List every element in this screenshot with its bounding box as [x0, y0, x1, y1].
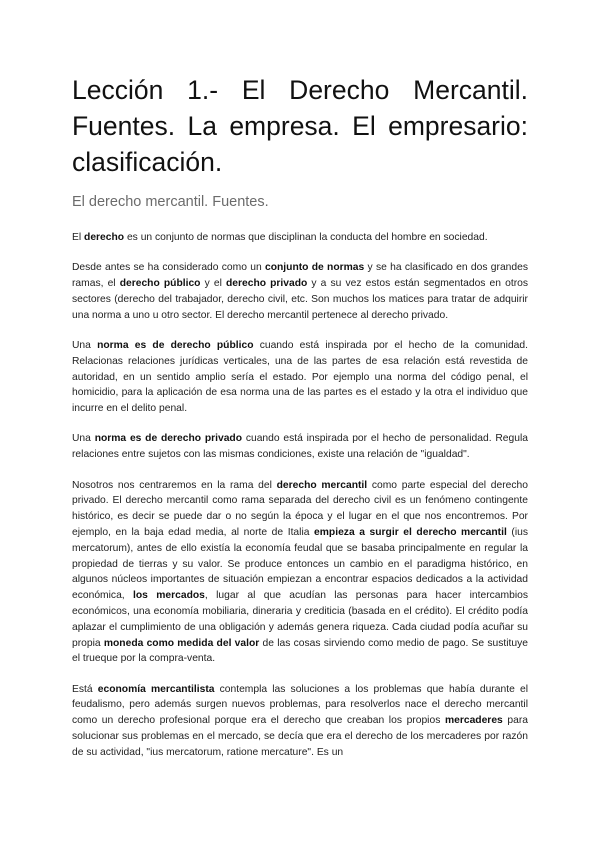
paragraph-text: y se ha clasificado en dos grandes ramas, el: [72, 262, 529, 290]
body-paragraph: [72, 230, 528, 246]
bold-term: norma es de derecho público: [97, 339, 254, 351]
paragraph-text: como parte especial del derecho privado. El derecho mercantil como rama separada del derecho civil es un fenómeno contingente histórico, es decir se puede dar o no según la época y el lugar en el que nos encontremos. Por ejemplo, en la baja edad media, al norte de Italia: [72, 479, 529, 538]
paragraph-text: cuando está inspirada por el hecho de la comunidad. Relacionas relaciones jurídicas verticales, una de las partes de esa relación está revestida de autoridad, en un sentido amplio sería el estado. Por ejemplo una norma del código penal, el homicidio, para la aplicación de esa norma una de las partes es el estado y la otra el individuo que incurre en el delito penal.: [72, 339, 528, 415]
body-paragraph: [72, 682, 528, 761]
paragraph-text: Desde antes se ha considerado como un: [72, 262, 265, 274]
paragraph-text: Una: [72, 433, 95, 445]
bold-term: moneda como medida del valor: [103, 637, 260, 649]
paragraph-text: Está: [72, 683, 98, 695]
bold-term: economía mercantilista: [97, 683, 215, 695]
document-body: [72, 230, 528, 775]
bold-term: derecho privado: [225, 278, 308, 290]
body-paragraph: [72, 338, 528, 417]
paragraph-text: El: [72, 232, 85, 243]
paragraph-text: y el: [200, 278, 226, 290]
paragraph-text: contempla las soluciones a los problemas que había durante el feudalismo, pero además surgen nuevos problemas, para resolverlos nace el derecho mercantil como un derecho profesional porque era el derecho que creaban los propios: [72, 683, 529, 727]
paragraph-text: Nosotros nos centraremos en la rama del: [72, 479, 277, 491]
paragraph-text: cuando está inspirada por el hecho de personalidad. Regula relaciones entre sujetos con las mismas condiciones, existe una relación de "igualdad".: [72, 433, 528, 461]
paragraph-text: y a su vez estos están segmentados en otros sectores (derecho del trabajador, derecho civil, etc. Son muchos los matices para tratar de adquirir una norma a uno u otro sector. El derecho mercantil pertenece al derecho privado.: [72, 278, 529, 321]
bold-term: derecho público: [119, 278, 201, 290]
bold-term: empieza a surgir el derecho mercantil: [314, 526, 507, 538]
paragraph-text: (ius mercatorum), antes de ello existía la economía feudal que se basaba principalmente en regular la propiedad de tierras y su valor. Se produce entonces un cambio en el paradigma histórico, en algunos núcleos importantes de situación empiezan a encontrar espacios dedicados a la actividad económica,: [72, 526, 529, 602]
bold-term: los mercados: [133, 590, 205, 602]
bold-term: derecho: [84, 232, 125, 243]
paragraph-text: de las cosas sirviendo como medio de pago. Se sustituye el trueque por la compra-venta.: [72, 637, 529, 665]
bold-term: mercaderes: [444, 715, 503, 727]
paragraph-text: , lugar al que acudían las personas para hacer intercambios económicos, una economía mobiliaria, dineraria y crediticia (basada en el crédito). El crédito podía aplazar el cumplimiento de una obligación y además genera riqueza. Cada ciudad podía acuñar su propia: [72, 590, 528, 649]
lesson-title: Lección 1.- El Derecho Mercantil. Fuentes. La empresa. El empresario: clasificación.: [72, 75, 528, 177]
section-subtitle: El derecho mercantil. Fuentes.: [72, 194, 269, 210]
bold-term: derecho mercantil: [276, 479, 368, 491]
bold-term: norma es de derecho privado: [94, 433, 243, 445]
paragraph-text: para solucionar sus problemas en el mercado, se decía que era el derecho de los mercaderes por razón de su actividad, "ius mercatorum, ratione mercature". Es un: [72, 715, 528, 758]
body-paragraph: [72, 431, 528, 463]
paragraph-text: es un conjunto de normas que disciplinan la conducta del hombre en sociedad.: [124, 232, 488, 243]
bold-term: conjunto de normas: [264, 262, 365, 274]
body-paragraph: [72, 260, 528, 323]
body-paragraph: [72, 478, 528, 668]
paragraph-text: Una: [72, 339, 98, 351]
